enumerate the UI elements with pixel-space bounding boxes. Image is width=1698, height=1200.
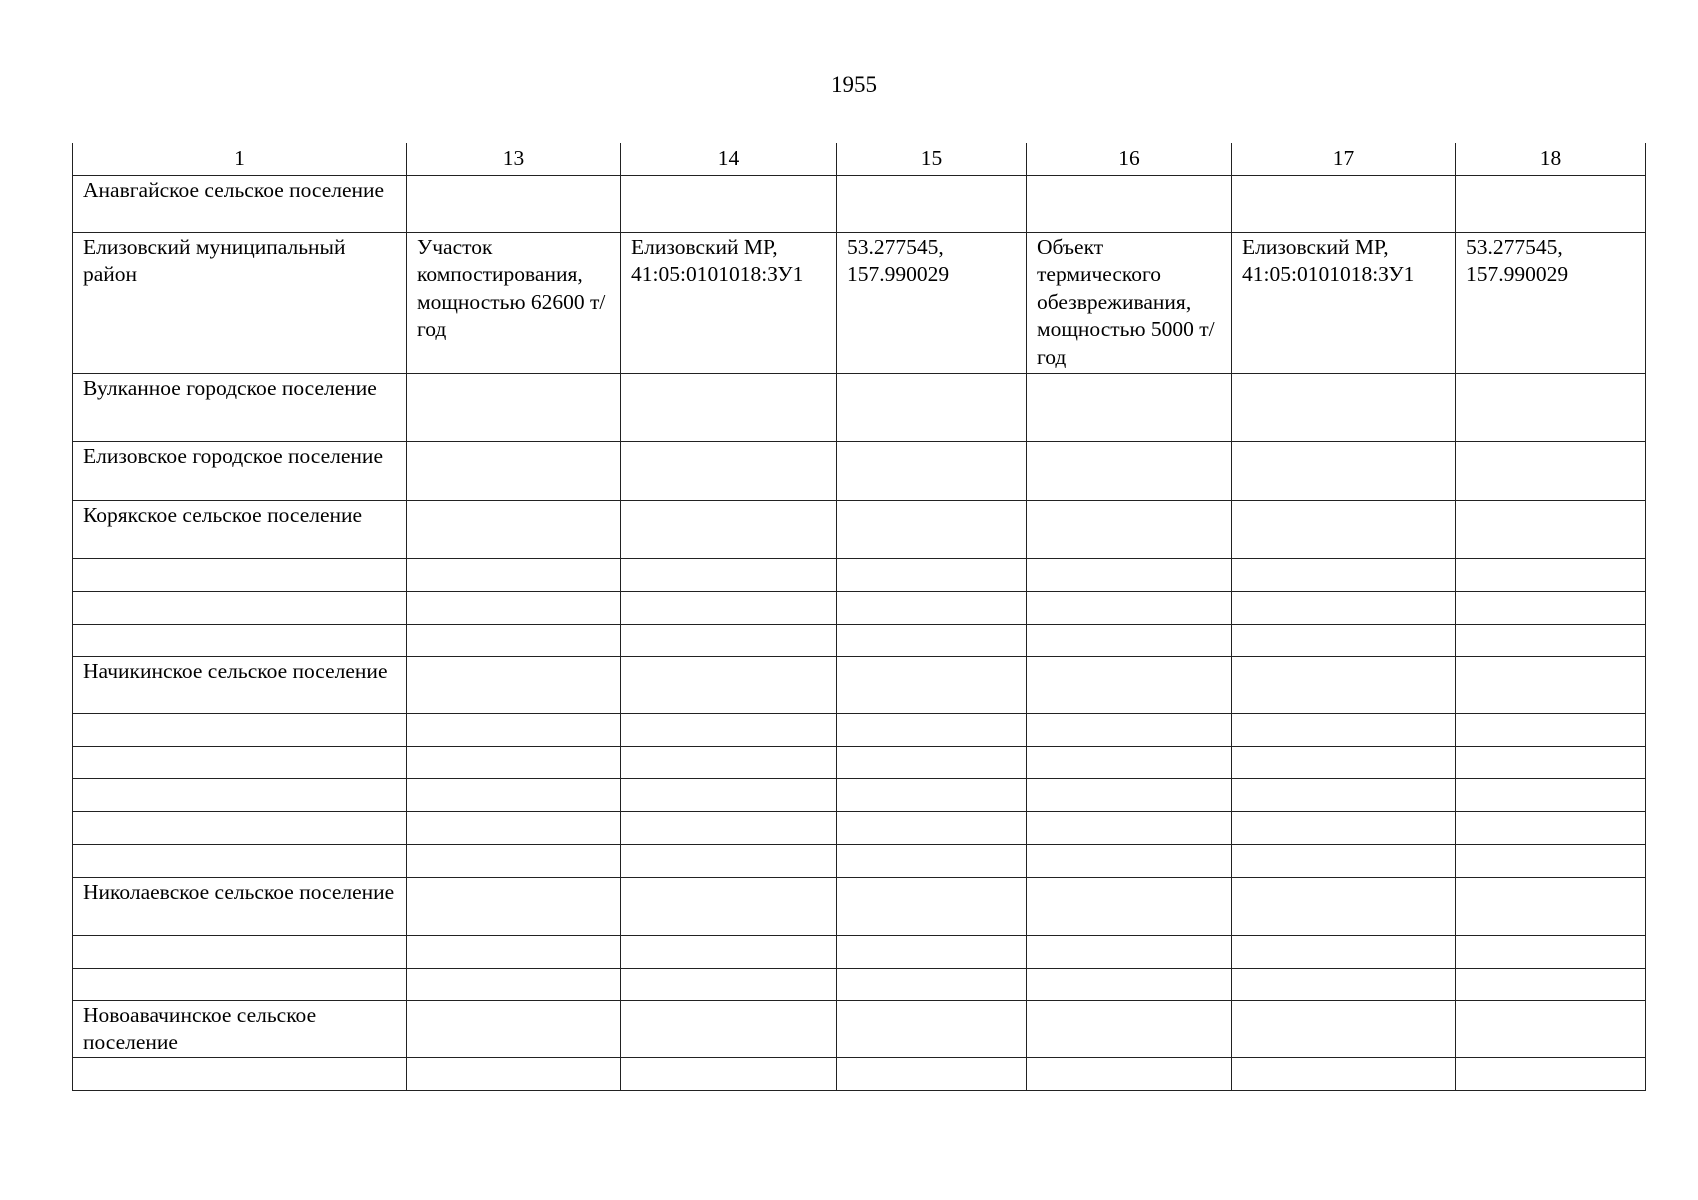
- table-cell: [837, 968, 1027, 1000]
- table-row: [73, 778, 1646, 811]
- table-cell: [837, 877, 1027, 935]
- table-row: [73, 441, 1646, 500]
- column-header: 1: [73, 143, 407, 175]
- table-cell: [837, 441, 1027, 500]
- table-cell: [1456, 500, 1646, 558]
- table-cell: [621, 877, 837, 935]
- table-cell: [1232, 778, 1456, 811]
- table-cell: 53.277545, 157.990029: [837, 232, 1027, 373]
- table-cell: [407, 713, 621, 746]
- table-row: [73, 877, 1646, 935]
- table-cell: [621, 844, 837, 877]
- table-cell: [837, 500, 1027, 558]
- table-cell: [73, 778, 407, 811]
- table-cell: [1232, 746, 1456, 778]
- page-number: 1955: [831, 72, 877, 97]
- table-cell: [1027, 713, 1232, 746]
- table-cell: [1456, 624, 1646, 656]
- column-header: 15: [837, 143, 1027, 175]
- table-cell: [1456, 591, 1646, 624]
- table-cell: [407, 558, 621, 591]
- table-cell: [407, 811, 621, 844]
- table-row: [73, 175, 1646, 232]
- table-cell: [73, 1057, 407, 1090]
- table-cell: [837, 1000, 1027, 1057]
- table-cell: [407, 656, 621, 713]
- table-cell: [621, 968, 837, 1000]
- table-cell: [1456, 968, 1646, 1000]
- table-cell: [1456, 844, 1646, 877]
- table-cell: [1027, 441, 1232, 500]
- table-cell: [73, 624, 407, 656]
- table-row: [73, 968, 1646, 1000]
- table-cell: [837, 746, 1027, 778]
- table-cell: [837, 844, 1027, 877]
- table-cell: [407, 968, 621, 1000]
- table-cell: [407, 500, 621, 558]
- table-cell: Николаевское сельское поселение: [73, 877, 407, 935]
- table-cell: [621, 500, 837, 558]
- table-cell: [1456, 811, 1646, 844]
- column-header: 17: [1232, 143, 1456, 175]
- table-cell: [1232, 624, 1456, 656]
- table-cell: [73, 713, 407, 746]
- table-cell: [73, 968, 407, 1000]
- table-cell: [407, 1057, 621, 1090]
- table-cell: [837, 935, 1027, 968]
- table-cell: [837, 778, 1027, 811]
- table-cell: [1232, 935, 1456, 968]
- table-cell: [407, 624, 621, 656]
- table-cell: Участок компостирования, мощностью 62600 т/год: [407, 232, 621, 373]
- table-cell: [1027, 935, 1232, 968]
- table-cell: [1232, 1000, 1456, 1057]
- table-cell: Анавгайское сельское поселение: [73, 175, 407, 232]
- table-cell: [621, 656, 837, 713]
- table-cell: [621, 373, 837, 441]
- table-cell: [621, 1000, 837, 1057]
- table-cell: Елизовское городское поселение: [73, 441, 407, 500]
- table-cell: [1232, 877, 1456, 935]
- table-cell: [837, 1057, 1027, 1090]
- table-cell: [621, 624, 837, 656]
- table-cell: [1456, 778, 1646, 811]
- table-cell: [837, 624, 1027, 656]
- table-cell: [407, 441, 621, 500]
- table-cell: [1027, 500, 1232, 558]
- table-cell: Новоавачинское сельское поселение: [73, 1000, 407, 1057]
- column-header: 16: [1027, 143, 1232, 175]
- table-cell: [837, 373, 1027, 441]
- table-cell: [1232, 558, 1456, 591]
- table-cell: [1027, 968, 1232, 1000]
- table-cell: [73, 844, 407, 877]
- table-cell: [1456, 713, 1646, 746]
- table-cell: [407, 778, 621, 811]
- table-cell: [1232, 968, 1456, 1000]
- table-cell: [1456, 1057, 1646, 1090]
- table-cell: [1456, 373, 1646, 441]
- table-cell: [621, 935, 837, 968]
- table-cell: [1027, 373, 1232, 441]
- table-cell: [1027, 656, 1232, 713]
- table-cell: [621, 778, 837, 811]
- table-cell: [1027, 877, 1232, 935]
- table-row: [73, 935, 1646, 968]
- table-row: [73, 811, 1646, 844]
- table-cell: [1027, 746, 1232, 778]
- data-table: [72, 143, 1646, 1091]
- table-cell: [407, 1000, 621, 1057]
- table-cell: [621, 558, 837, 591]
- table-cell: [1232, 1057, 1456, 1090]
- table-row: [73, 844, 1646, 877]
- table-cell: [1232, 713, 1456, 746]
- table-cell: [73, 591, 407, 624]
- table-row: [73, 232, 1646, 373]
- table-row: [73, 500, 1646, 558]
- table-cell: Елизовский МР, 41:05:0101018:ЗУ1: [1232, 232, 1456, 373]
- table-cell: [1456, 558, 1646, 591]
- table-cell: [1456, 746, 1646, 778]
- table-cell: [1456, 935, 1646, 968]
- table-cell: [1232, 844, 1456, 877]
- table-cell: [1232, 373, 1456, 441]
- table-cell: [407, 746, 621, 778]
- table-cell: Вулканное городское поселение: [73, 373, 407, 441]
- table-cell: [1027, 558, 1232, 591]
- table-cell: [1027, 778, 1232, 811]
- table-cell: [407, 844, 621, 877]
- table-cell: [621, 713, 837, 746]
- table-cell: [1232, 500, 1456, 558]
- table-cell: [73, 935, 407, 968]
- table-cell: [407, 175, 621, 232]
- table-cell: [73, 746, 407, 778]
- table-cell: [1456, 175, 1646, 232]
- table-row: [73, 591, 1646, 624]
- table-cell: [407, 935, 621, 968]
- table-row: [73, 558, 1646, 591]
- table-cell: [1232, 591, 1456, 624]
- table-cell: [1232, 811, 1456, 844]
- table-cell: Корякское сельское поселение: [73, 500, 407, 558]
- table-cell: [621, 591, 837, 624]
- table-cell: Начикинское сельское поселение: [73, 656, 407, 713]
- table-cell: [837, 811, 1027, 844]
- column-header: 14: [621, 143, 837, 175]
- table-cell: [837, 656, 1027, 713]
- table-cell: [1456, 656, 1646, 713]
- table-cell: [407, 877, 621, 935]
- table-row: [73, 624, 1646, 656]
- table-cell: [621, 1057, 837, 1090]
- table-cell: [1456, 877, 1646, 935]
- table-cell: [621, 441, 837, 500]
- table-row: [73, 373, 1646, 441]
- column-header: 18: [1456, 143, 1646, 175]
- table-cell: [837, 713, 1027, 746]
- table-cell: [1027, 844, 1232, 877]
- table-cell: [837, 591, 1027, 624]
- table-cell: [621, 746, 837, 778]
- table-cell: [73, 811, 407, 844]
- table-cell: [1027, 1057, 1232, 1090]
- table-cell: [621, 811, 837, 844]
- table-cell: [73, 558, 407, 591]
- table-cell: [1027, 1000, 1232, 1057]
- table-row: [73, 1000, 1646, 1057]
- table-cell: [1027, 624, 1232, 656]
- table-cell: [837, 558, 1027, 591]
- table-cell: [1232, 175, 1456, 232]
- table-cell: [1456, 441, 1646, 500]
- table-row: [73, 713, 1646, 746]
- table-cell: [1027, 175, 1232, 232]
- table-cell: [1232, 441, 1456, 500]
- table-row: [73, 1057, 1646, 1090]
- table-cell: [1027, 591, 1232, 624]
- table-cell: [407, 591, 621, 624]
- table-cell: Елизовский муниципальный район: [73, 232, 407, 373]
- table-cell: Объект термического обезвреживания, мощностью 5000 т/год: [1027, 232, 1232, 373]
- table-cell: [837, 175, 1027, 232]
- table-row: [73, 656, 1646, 713]
- table-cell: [1027, 811, 1232, 844]
- table-cell: 53.277545, 157.990029: [1456, 232, 1646, 373]
- table-cell: [621, 175, 837, 232]
- header-row: [73, 143, 1646, 175]
- table-cell: [1456, 1000, 1646, 1057]
- table-row: [73, 746, 1646, 778]
- table-cell: [407, 373, 621, 441]
- table-cell: [1232, 656, 1456, 713]
- column-header: 13: [407, 143, 621, 175]
- table-cell: Елизовский МР, 41:05:0101018:ЗУ1: [621, 232, 837, 373]
